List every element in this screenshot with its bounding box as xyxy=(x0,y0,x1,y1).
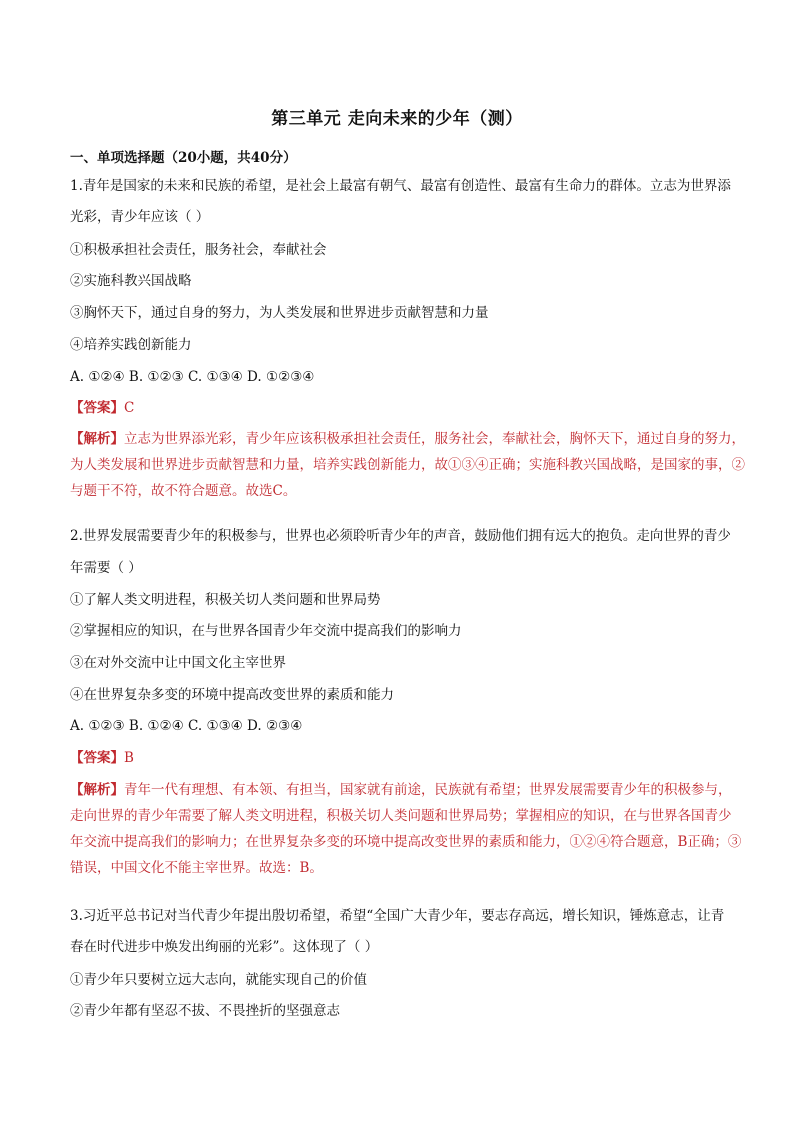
analysis-label: 【解析】 xyxy=(70,431,124,447)
answer-label: 【答案】 xyxy=(70,750,124,766)
question-1-option-3: ③胸怀天下，通过自身的努力，为人类发展和世界进步贡献智慧和力量 xyxy=(70,305,489,321)
question-1-option-2: ②实施科教兴国战略 xyxy=(70,273,192,289)
analysis-label: 【解析】 xyxy=(70,782,124,798)
answer-value: B xyxy=(124,750,134,766)
question-1-choices: A. ①②④ B. ①②③ C. ①③④ D. ①②③④ xyxy=(70,369,315,385)
question-2-option-1: ①了解人类文明进程，积极关切人类问题和世界局势 xyxy=(70,592,381,608)
question-1-stem-line-1: 1.青年是国家的未来和民族的希望，是社会上最富有朝气、最富有创造性、最富有生命力的群体。立志为世界添 xyxy=(70,178,731,194)
question-1-answer xyxy=(70,398,730,418)
analysis-row: 与题干不符，故不符合题意。故选C。 xyxy=(70,483,297,499)
question-1-option-4: ④培养实践创新能力 xyxy=(70,337,192,353)
question-1-stem-line-2: 光彩，青少年应该（ ） xyxy=(70,209,210,225)
answer-value: C xyxy=(124,400,135,416)
analysis-row xyxy=(70,426,745,452)
question-3-stem-line-2: 春在时代进步中焕发出绚丽的光彩”。这体现了（ ） xyxy=(70,939,379,955)
question-2-stem-line-1: 2.世界发展需要青少年的积极参与，世界也必须聆听青少年的声音，鼓励他们拥有远大的抱负。走向世界的青少 xyxy=(70,528,731,544)
question-2-analysis xyxy=(70,777,742,881)
question-2-choices: A. ①②③ B. ①②④ C. ①③④ D. ②③④ xyxy=(70,718,303,734)
question-3-stem-line-1: 3.习近平总书记对当代青少年提出殷切希望，希望“全国广大青少年，要志存高远，增长知识，锤炼意志，让青 xyxy=(70,908,725,924)
question-2-answer xyxy=(70,748,730,768)
page-title: 第三单元 走向未来的少年（测） xyxy=(271,109,523,129)
analysis-text: 青年一代有理想、有本领、有担当，国家就有前途，民族就有希望；世界发展需要青少年的积极参与， xyxy=(124,782,732,798)
analysis-row: 为人类发展和世界进步贡献智慧和力量，培养实践创新能力，故①③④正确；实施科教兴国战略，是国家的事，② xyxy=(70,457,745,473)
analysis-row: 走向世界的青少年需要了解人类文明进程，积极关切人类问题和世界局势；掌握相应的知识，在与世界各国青少 xyxy=(70,808,732,824)
question-2-option-4: ④在世界复杂多变的环境中提高改变世界的素质和能力 xyxy=(70,687,394,703)
analysis-row: 错误，中国文化不能主宰世界。故选：B。 xyxy=(70,860,323,876)
analysis-row xyxy=(70,777,734,803)
question-1-analysis xyxy=(70,426,745,504)
answer-label: 【答案】 xyxy=(70,400,124,416)
question-2-stem-line-2: 年需要（ ） xyxy=(70,560,142,576)
question-3-option-2: ②青少年都有坚忍不拔、不畏挫折的坚强意志 xyxy=(70,1003,340,1019)
question-2-option-3: ③在对外交流中让中国文化主宰世界 xyxy=(70,655,286,671)
question-2-option-2: ②掌握相应的知识，在与世界各国青少年交流中提高我们的影响力 xyxy=(70,623,462,639)
section-heading: 一、单项选择题（20小题，共40分） xyxy=(70,150,297,166)
analysis-row: 年交流中提高我们的影响力；在世界复杂多变的环境中提高改变世界的素质和能力，①②④符合题意，B正确；③ xyxy=(70,834,742,850)
question-1-option-1: ①积极承担社会责任，服务社会，奉献社会 xyxy=(70,242,327,258)
analysis-text: 立志为世界添光彩，青少年应该积极承担社会责任，服务社会，奉献社会，胸怀天下，通过自身的努力， xyxy=(124,431,745,447)
question-3-option-1: ①青少年只要树立远大志向，就能实现自己的价值 xyxy=(70,972,367,988)
